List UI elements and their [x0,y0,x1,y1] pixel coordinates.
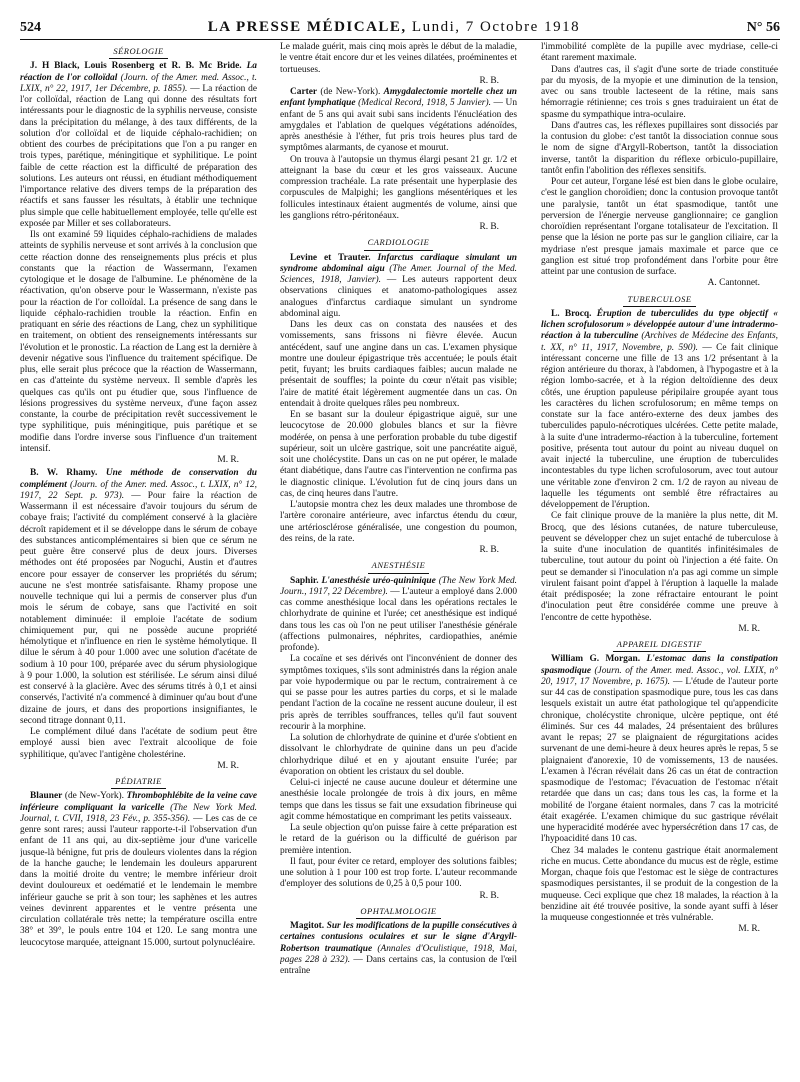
article-title: Amygdalectomie mortelle chez un enfant lymphatique [280,87,517,109]
article-lead [541,654,778,845]
article-reference: (The New York Med. Journ., 1917, 22 Décembre). [280,575,517,597]
article-authors: Saphir. [290,575,319,586]
article [541,654,778,935]
article-authors: Carter [290,87,318,97]
article-title: L'anesthésie uréo-quininique [321,575,436,586]
article-lead [280,576,517,655]
signature: R. B. [479,75,499,86]
article [280,576,517,902]
article [20,791,257,949]
article-lead-text: — Les auteurs rapportent deux observations cliniques et anatomo-pathologiques assez analogues d'infarctus cardiaque simulant un syndrome abdominal aigu. [280,275,517,319]
section-heading [280,906,517,919]
article-authors: B. W. Rhamy. [30,468,98,479]
paragraph: L'autopsie montra chez les deux malades une thrombose de l'artère coronaire antérieure, avec infarctus étendu du cœur, une artériosclérose généralisée, une congestion du poumon, des reins, de la rate. [280,500,517,544]
article-reference: (Archives de Médecine des Enfants, t. XX, n° 11, 1917, Novembre, p. 590). [541,331,778,353]
article-title: Une méthode de conservation du complément [20,468,257,490]
article-lead [20,468,257,727]
section-heading-text: APPAREIL DIGESTIF [613,639,706,652]
paragraph: La solution de chlorhydrate de quinine et d'urée s'obtient en dissolvant le chlorhydrate de quinine dans un peu d'acide chlorhydrique dilué et en y ajoutant ensuite l'urée; par évaporation on obtient les cristaux du sel double. [280,733,517,777]
section-heading [20,46,257,59]
section-heading [280,237,517,250]
article [541,309,778,635]
article [280,921,517,977]
paragraph: Dans les deux cas on constata des nausées et des vomissements, sans frissons ni fièvre élevée. Aucun antécédent, sauf une angine dans un cas. L'examen physique montre une douleur épigastrique très accentuée; le pouls était petit, fuyant; les bruits cardiaques faibles; aucun malade ne présentait de souffles; la pointe du cœur n'était pas visible; l'aire de matité était légèrement augmentée dans un cas. On entendait à droite quelques râles peu nombreux. [280,320,517,409]
section-heading-text: TUBERCULOSE [623,294,695,307]
column-2 [280,42,517,1076]
issue-date: Lundi, 7 Octobre 1918 [411,19,581,35]
paragraph: Le complément dilué dans l'acétate de sodium peut être employé aussi bien avec l'extrait alcoolique de foie syphilitique, qu'avec l'antigène cholestérine. [20,727,257,760]
article [280,87,517,233]
paragraph: Chez 34 malades le contenu gastrique était anormalement riche en mucus. Cette abondance du mucus est de règle, estime Morgan, chaque fois que l'estomac est le siège de contractures spasmodiques persistantes, il se produit de la congestion de la muqueuse. Ceci explique que chez 18 malades, la réaction à la benzidine ait été trouvée positive, la sonde ayant suffi à léser la muqueuse congestionnée et très vulnérable. [541,845,778,923]
journal-masthead [208,19,580,36]
article-lead-text: — L'auteur a employé dans 2.000 cas comme anesthésique local dans les opérations rectales le chlorhydrate de quinine et l'urée; cet anesthésique est indiqué dans tous les cas où l'on ne peut utiliser l'anesthésie générale (affections pulmonaires, néphrites, cardiopathies, anémie profonde). [280,586,517,653]
article-title: L'estomac dans la constipation spasmodique [541,654,778,676]
article-reference: (Medical Record, 1918, 5 Janvier). [358,98,491,109]
paragraph: On trouva à l'autopsie un thymus élargi pesant 21 gr. 1/2 et atteignant la base du cœur et les gros vaisseaux. Aucune compression trachéale. La rate présentait une hyperplasie des corpuscules de Malpighi; les ganglions mésentériques et les follicules intestinaux étaient augmentés de volume, ainsi que les ganglions rétro-péritonéaux. [280,154,517,221]
article-authors: Levine et Trauter. [290,252,371,263]
article [20,468,257,772]
article-lead-text: — La réaction de l'or colloïdal, réaction de Lang qui donne des résultats fort intéressants pour le diagnostic de la syphilis nerveuse, consiste dans la précipitation du mélange, à des taux différents, de la solution d'or colloïdal et de liquide céphalo-rachidien; on obtient des courbes de précipitations que l'on a pu ranger en trois types, parétique, méningitique et syphilitique. Le point faible de cette réaction est la difficulté de préparation des solutions. Les auteurs ont réussi, en étudiant méthodiquement l'importance relative des divers temps de la préparation des réactifs et sans fausser les résultats, à établir une technique plus simple que celle habituellement employée, telle qu'elle est exposée par Miller et ses collaborateurs. [20,83,257,229]
article-lead [280,921,517,977]
article-authors: J. H Black, Louis Rosenberg et R. B. Mc Bride. [30,61,242,72]
paragraph: Il faut, pour éviter ce retard, employer des solutions faibles; une solution à 1 pour 100 est trop forte. L'auteur recommande d'employer des solutions de 0,25 à 0,5 pour 100. [280,856,517,890]
article-title: Infarctus cardiaque simulant un syndrome abdominal aigu [280,252,517,274]
article-lead-text: — L'étude de l'auteur porte sur 44 cas de constipation spasmodique pure, tous les cas dans lesquels existait un autre état pathologique tel qu'appendicite chronique, cholécystite chronique, ulcère peptique, ont été éliminés. Sur ces 44 malades, 24 présentaient des brûlures avant le repas; 27 se plaignaient de régurgitations acides survenant de une demi-heure à deux heures après le repas, 5 se plaignaient d'anorexie, 10 de vomissements, 13 de nausées. L'examen à l'écran révélait dans 26 cas un état de contraction spasmodique de l'estomac; l'évacuation de l'estomac n'était retardée que dans un cas; dans tous les cas, la forme et la mobilité de l'organe étaient normales, dans 7 cas la motricité était exagérée. L'examen chimique du suc gastrique révélait une hyperacidité modérée avec hypersécrétion dans 17 cas, de l'hypoacidité dans 10 cas. [541,676,778,845]
article-lead-text: — Pour faire la réaction de Wassermann il est nécessaire d'avoir toujours du sérum de cobaye frais; l'activité du complément conservé à la glacière décroît rapidement et il se développe dans le sérum de cobaye des substances anticomplémentaires si bien que ce sérum ne peut guère être conservé plus de deux jours. Diverses méthodes ont été proposées par Noguchi, Austin et d'autres encore pour essayer de conserver les propriétés du sérum; aucune ne s'est montrée satisfaisante. Rhamy propose une nouvelle technique qui lui a permis de conserver plus d'un mois le sérum de cobaye, sans que l'activité en soit notablement diminuée: il emploie l'acétate de sodium chimiquement pur, qui ne possède aucune propriété hémolytique et n'influence en rien le système hémolytique. Il dilue le sérum à 40 pour 1.000 avec une solution d'acétate de sodium à 10 pour 100, préparée avec du sérum physiologique à 9 pour 1.000, la solution est stérilisée. Le sérum ainsi dilué est conservé à la glacière. Avec des sérums titrés à 0,1 et ainsi conservés, l'activité n'a commencé à diminuer qu'au bout d'une dizaine de jours, et dans des proportions insignifiantes, le second titrage donnant 0,11. [20,490,257,726]
section-heading [541,639,778,652]
signature: M. R. [217,760,239,771]
paragraph: Pour cet auteur, l'organe lésé est bien dans le globe oculaire, c'est le ganglion choroïdien; donc la contusion provoque tantôt une paralysie, tantôt un état spasmodique, tantôt une perversion de l'énergie nerveuse ganglionnaire; ce ganglion choroïdien représentant l'organe totalisateur de l'excitation. Il pense que la lésion ne porte pas sur le ganglion ciliaire, car la mydriase n'est presque jamais maximale et parce que ce ganglion est situé trop profondément dans l'orbite pour être atteint par une contusion de surface. [541,177,778,277]
paragraph: Dans d'autres cas, il s'agit d'une sorte de triade constituée par du myosis, de la myopie et une diminution de la tension, avec ou sans trouble lacteseent de la rétine, mais sans hémorragie rétinienne; ces trois s gnes traduiraient un état de spasme du sympathique intra-oculaire. [541,64,778,120]
paragraph: Ce fait clinique prouve de la manière la plus nette, dit M. Brocq, que des lésions cutanées, de nature tuberculeuse, peuvent se développer chez un sujet entaché de tuberculose à la suite d'une inoculation de quantités infinitésimales de tuberculine, tout autour du point où l'injection a été faite. On peut se demander si l'inoculation n'a pas agi comme un simple virulent faisant point d'appel à l'éruption à laquelle la malade était prédisposée; la zone réfractaire entourant le point d'inoculation peut être considérée comme une preuve à l'encontre de cette hypothèse. [541,511,778,623]
issue-number: N° 56 [746,20,780,35]
article-lead-text: — Dans certains cas, la contusion de l'œil entraîne [280,954,517,976]
article-lead-text: — Ce fait clinique intéressant concerne une fille de 13 ans 1/2 présentant à la région antérieure du thorax, à l'abdomen, à l'hypogastre et à la région lombo-sacrée, et à la région deltoïdienne des deux côtés, une éruption papuleuse péripilaire groupée ayant tous les caractères du lichen scrofulosorum; en même temps on constate sur la face antéro-externe des deux jambes des tuberculides papulo-nécrotiques ulcérées. Cette petite malade, à la suite d'une intradermo-réaction à la tuberculine, fortement positive, présenta tout autour du point au niveau duquel on avait injecté la tuberculine, une éruption de tuberculides incontestables du type lichen scrofulosorum, avec tout autour une véritable zone d'environ 2 cm. 1/2 de rayon au niveau de laquelle les téguments ont semblé être réfractaires au développement de l'éruption. [541,342,778,510]
article-authors: William G. Morgan. [551,654,641,665]
article-reference: (Journ. of the Amer. med. Assoc., vol. LXIX, n° 20, 1917, 17 Novembre, p. 1675). [541,665,778,687]
article-reference: (The Amer. Journal of the Med. Sciences, 1918, Janvier). [280,263,517,285]
page-header [20,14,780,40]
article-authors: Blauner [30,791,63,802]
page-number: 524 [20,20,41,35]
article-lead-text: — Un enfant de 5 ans qui avait subi sans incidents l'énucléation des amygdales et l'ablation de quelques végétations adénoïdes, après anesthésie à l'éther, fut pris trois heures plus tard de symptômes alarmants, de cyanose et mourut. [280,98,517,154]
article-reference: (The New York Med. Journal, t. CVII, 1918, 23 Fév., p. 355-356). [20,802,257,824]
article-lead [541,309,778,512]
article-title: Éruption de tuberculides du type objectif « lichen scrofulosorum » développée autour d'une intradermo-réaction à la tuberculine [541,308,778,342]
article-authors: Magitot. [290,921,325,931]
article [20,61,257,466]
signature: M. R. [217,455,239,465]
section-heading-text: ANESTHÉSIE [368,560,430,573]
article-title: La réaction de l'or colloïdal [20,61,257,83]
paragraph: Ils ont examiné 59 liquides céphalo-rachidiens de malades atteints de syphilis nerveuse et sont arrivés à la conclusion que cette réaction donne des renseignements plus précis et plus constants que la réaction de Wassermann, l'examen cytologique et le dosage de l'albumine. Le phénomène de la réactivation, qu'on observe pour le Wassermann, n'existe pas pour la réaction de l'or colloïdal. La présence de sang dans le liquide céphalo-rachidien trouble la réaction. Enfin en pratiquant en série des réactions de Lang, chez un syphilitique en traitement, on obtient des renseignements intéressants sur l'évolution et le pronostic. La réaction de Lang est la dernière à devenir négative sous l'influence du traitement spécifique. De plus, elle serait plus précoce que la réaction de Wassermann, en cas d'atteinte du système nerveux. Il semble d'après les quelques cas qu'ils ont pu étudier que, sous l'influence de lésions progressives du système nerveux, d'une façon assez constante, la courbe de précipitation revêt successivement le type syphilitique, puis méningitique, puis parétique et se modifie dans l'ordre inverse sous l'influence d'un traitement intensif. [20,230,257,454]
article-reference: (Journ. of the Amer. med. Assoc., t. LXIX, n° 22, 1917, 1er Décembre, p. 1855). [20,72,257,94]
article-lead-text: — Les cas de ce genre sont rares; aussi l'auteur rapporte-t-il l'observation d'un enfant de 11 ans qui, au dix-septième jour d'une varicelle jusque-là bénigne, fut pris de douleurs violentes dans la région de la hanche gauche; le lendemain les douleurs apparurent dans la moitié droite du ventre; le membre inférieur droit devint douloureux et oedématié et le lendemain le membre inférieur gauche se prit à son tour; les saphènes et les autres veines devinrent apparentes et le ventre présenta une circulation collatérale très nette; la température oscilla entre 38° et 39°, le pouls entre 104 et 120. Le sang montra une leucocytose marquée, atteignant 15.000, surtout polynucléaire. [20,813,257,948]
section-heading [20,776,257,789]
journal-name: LA PRESSE MÉDICALE, [207,19,407,35]
article-title: Sur les modifications de la pupille consécutives à certaines contusions oculaires et sur le signe d'Argyll-Robertson traumatique [280,921,517,954]
signature: A. Cantonnet. [707,278,760,289]
paragraph: l'immobilité complète de la pupille avec mydriase, celle-ci étant rarement maximale. [541,42,778,64]
author-location: (de New-York). [64,791,124,802]
article-reference: (Journ. of the Amer. med. Assoc., t. LXIX, n° 12, 1917, 22 Sept. p. 973). [20,479,257,501]
section-heading-text: CARDIOLOGIE [364,237,434,250]
article-lead [20,61,257,230]
column-1 [20,42,257,1076]
article-reference: (Annales d'Oculistique, 1918, Mai, pages 228 à 232). [280,943,517,965]
paragraph: Celui-ci injecté ne cause aucune douleur et détermine une anesthésie locale prolongée de trois à dix jours, en même temps que dans les tissus se fait une exsudation fibrineuse qui agit comme hémostatique en comprimant les petits vaisseaux. [280,778,517,822]
article-title: Thrombophlébite de la veine cave inférieure compliquant la varicelle [20,791,257,813]
section-heading [541,294,778,307]
signature: M. R. [738,623,760,634]
section-heading [280,560,517,573]
article-lead [280,253,517,321]
signature: M. R. [738,924,760,935]
paragraph: Le malade guérit, mais cinq mois après le début de la maladie, le ventre était encore dur et les veines dilatées, proéminentes et tortueuses. [280,42,517,75]
signature: R. B. [479,545,499,555]
signature: R. B. [479,222,499,232]
signature: R. B. [479,890,499,901]
article-lead [20,791,257,949]
article-authors: L. Brocq. [551,308,592,319]
author-location: (de New-York). [320,87,381,97]
section-heading-text: OPHTALMOLOGIE [356,906,440,919]
paragraph: Dans d'autres cas, les réflexes pupillaires sont dissociés par la contusion du globe: c'est tantôt la dissociation connue sous le nom de signe d'Argyll-Robertson, tantôt la dissociation inverse, tantôt la disparition du réflexe orbiculo-pupillaire, tantôt enfin l'abolition des réflexes sensitifs. [541,120,778,176]
article-lead [280,87,517,155]
paragraph: En se basant sur la douleur épigastrique aiguë, sur une leucocytose de 20.000 globules blancs et sur la fièvre modérée, on pensa à une perforation probable du tube digestif supérieur, soit un ulcère gastrique, soit une pancréatite aiguë, soit une cholécystite. Dans un cas on ne put opérer, le malade étant diabétique, dans l'autre cas l'intervention ne confirma pas le diagnostic clinique. L'évolution fut de cinq jours dans un cas, de cinq heures dans l'autre. [280,410,517,499]
article [280,253,517,557]
section-heading-text: SÉROLOGIE [109,46,167,59]
paragraph: La seule objection qu'on puisse faire à cette préparation est le retard de la guérison ou la difficulté de guérison par première intention. [280,823,517,856]
column-3 [541,42,778,1076]
paragraph: La cocaïne et ses dérivés ont l'inconvénient de donner des symptômes toxiques, s'ils sont administrés dans la région anale par voie hypodermique ou par le rectum, contrairement à ce qui se passe pour les autres parties du corps, et si le malade pendant l'action de la cocaïne ne ressent aucune douleur, il est pris après de terribles souffrances, telles qu'il faut souvent recourir à la morphine. [280,654,517,732]
section-heading-text: PÉDIATRIE [111,776,166,789]
